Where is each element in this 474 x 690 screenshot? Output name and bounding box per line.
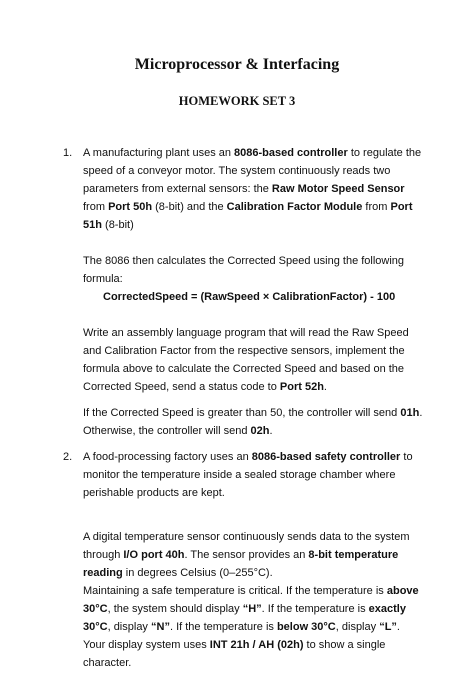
q2-display-paragraph: Maintaining a safe temperature is critical. If the temperature is above 30°C, the system should display “H”. If the temperature is exactly 30°C, display “N”. If the temperature is below 30°C, display “L”. Your display system uses INT 21h / AH (02h) to show a single character.: [83, 585, 419, 669]
q1-task-paragraph: Write an assembly language program that will read the Raw Speed and Calibration Factor from the respective sensors, implement the formula above to calculate the Corrected Speed and based on the Corrected Speed, send a status code to Port 52h.: [83, 327, 409, 393]
question-1: [63, 144, 423, 440]
q1-formula: CorrectedSpeed = (RawSpeed × CalibrationFactor) - 100: [103, 291, 396, 303]
question-2-number: 2.: [63, 451, 73, 463]
question-2: [63, 448, 423, 672]
q1-condition-paragraph: If the Corrected Speed is greater than 50, the controller will send 01h. Otherwise, the controller will send 02h.: [83, 407, 423, 437]
q2-sensor-paragraph: A digital temperature sensor continuously sends data to the system through I/O port 40h. The sensor provides an 8-bit temperature reading in degrees Celsius (0–255°C).: [83, 531, 410, 579]
questions-list: [63, 144, 423, 690]
document-subtitle: HOMEWORK SET 3: [178, 94, 296, 108]
q1-formula-intro: The 8086 then calculates the Corrected Speed using the following formula:: [83, 255, 405, 285]
document-title: Microprocessor & Interfacing: [134, 56, 340, 73]
q1-intro-paragraph: A manufacturing plant uses an 8086-based controller to regulate the speed of a conveyor motor. The system continuously reads two parameters from external sensors: the Raw Motor Speed Sensor from Port 50h (8-bit) and the Calibration Factor Module from Port 51h (8-bit): [83, 147, 422, 231]
q2-intro-paragraph: A food-processing factory uses an 8086-based safety controller to monitor the temperature inside a sealed storage chamber where perishable products are kept.: [83, 451, 413, 499]
question-1-number: 1.: [63, 147, 73, 159]
